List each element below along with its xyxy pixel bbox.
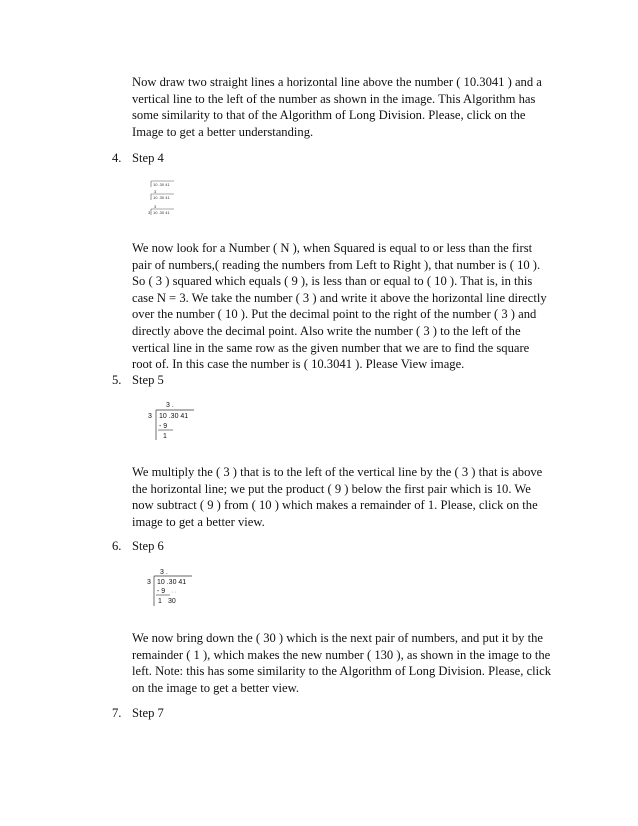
step-6-paragraph: We now bring down the ( 30 ) which is the next pair of numbers, and put it by the remainder ( 1 ), which makes the new number ( 130 ), as shown in the image to the left. Note: this has some similarity to the Algorithm of Long Division. Please, click on the image to get a better view. [132, 631, 552, 695]
step-number: 5. [112, 373, 122, 387]
step-4-image[interactable] [144, 178, 184, 222]
row3-number: 10 .30 41 [153, 210, 170, 215]
step-7-heading [112, 705, 164, 722]
step-4-diagram [144, 178, 184, 222]
step-title: Step 5 [132, 373, 164, 387]
step-4-paragraph: We now look for a Number ( N ), when Squared is equal to or less than the first pair of numbers,( reading the numbers from Left to Right ), that number is ( 10 ). So ( 3 ) squared which equals ( 9 ), is less than or equal to ( 10 ). That is, in this case N = 3. We take the number ( 3 ) and write it above the horizontal line directly over the number ( 10 ). Put the decimal point to the right of the number ( 3 ) and directly above the decimal point. Also write the number ( 3 ) to the left of the vertical line in the same row as the given number that we are to find the square root of. In this case the number is ( 10.3041 ). Please View image. [132, 241, 547, 372]
step-6-heading [112, 538, 164, 555]
step-4-heading [112, 150, 164, 167]
number: 10 .30 41 [157, 579, 187, 586]
step-6-diagram [146, 566, 196, 610]
step-5-diagram [146, 398, 200, 444]
bring-down-arrows: ↓ ↓ [171, 589, 177, 594]
number: 10 .30 41 [159, 413, 189, 420]
step-number: 4. [112, 151, 122, 165]
step-5-heading [112, 372, 164, 389]
brought-down-number: 30 [168, 598, 176, 605]
row1-number: 10 .30 41 [153, 182, 170, 187]
row3-quotient: 3 [154, 204, 157, 209]
step-5-paragraph: We multiply the ( 3 ) that is to the left of the vertical line by the ( 3 ) that is above the horizontal line; we put the product ( 9 ) below the first pair which is 10. We now subtract ( 9 ) from ( 10 ) which makes a remainder of 1. Please, click on the image to get a better view. [132, 465, 543, 529]
quotient: 3 . [166, 402, 174, 409]
row2-quotient: 3 [154, 189, 157, 194]
step-title: Step 7 [132, 706, 164, 720]
remainder: 1 [163, 433, 167, 440]
step-title: Step 4 [132, 151, 164, 165]
intro-paragraph: Now draw two straight lines a horizontal line above the number ( 10.3041 ) and a vertical line to the left of the number as shown in the image. This Algorithm has some similarity to that of the Algorithm of Long Division. Please, click on the Image to get a better understanding. [132, 75, 542, 139]
step-number: 6. [112, 539, 122, 553]
divisor: 3 [148, 413, 152, 420]
step-5-image[interactable] [146, 398, 200, 444]
step-6-image[interactable] [146, 566, 196, 610]
step-title: Step 6 [132, 539, 164, 553]
divisor: 3 [147, 579, 151, 586]
row3-divisor: 3 [148, 210, 151, 215]
quotient: 3 . [160, 569, 168, 576]
row2-number: 10 .30 41 [153, 195, 170, 200]
step-number: 7. [112, 706, 122, 720]
subtract: - 9 [159, 423, 168, 430]
subtract: - 9 [157, 588, 166, 595]
remainder: 1 [158, 598, 162, 605]
